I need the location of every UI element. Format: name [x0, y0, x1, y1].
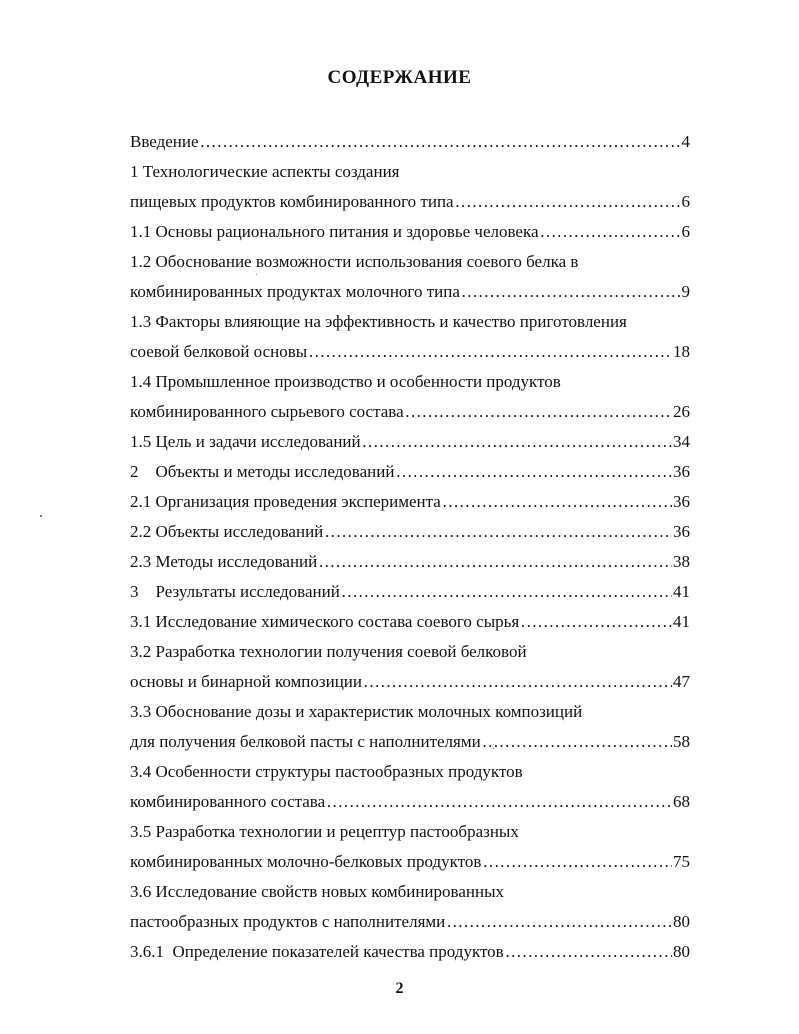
toc-entry-text: 1.1 Основы рационального питания и здоровье человека: [130, 222, 539, 241]
toc-entry-page: 41: [673, 582, 690, 601]
toc-entry: [130, 487, 690, 517]
scan-speck: [493, 748, 494, 749]
toc-leader-dots: [461, 277, 681, 307]
toc-entry-text: для получения белковой пасты с наполнителями: [130, 732, 481, 751]
toc-entry: [130, 607, 690, 637]
toc-entry: [130, 757, 690, 787]
toc-entry: [130, 847, 690, 877]
toc-entry-page: 6: [681, 192, 690, 211]
toc-entry-text: комбинированных молочно-белковых продуктов: [130, 852, 482, 871]
toc-entry: [130, 697, 690, 727]
toc-entry: [130, 547, 690, 577]
toc-entry: [130, 457, 690, 487]
toc-leader-dots: [442, 487, 672, 517]
toc-entry-page: 68: [673, 792, 690, 811]
toc-leader-dots: [326, 787, 672, 817]
toc-entry: [130, 577, 690, 607]
toc-leader-dots: [482, 727, 672, 757]
toc-entry-page: 36: [673, 492, 690, 511]
toc-entry-text: 3.6 Исследование свойств новых комбинированных: [130, 882, 504, 901]
toc-entry-page: 18: [673, 342, 690, 361]
toc-entry-page: 36: [673, 462, 690, 481]
toc-leader-dots: [405, 397, 672, 427]
toc-entry-page: 75: [673, 852, 690, 871]
toc-leader-dots: [362, 427, 672, 457]
toc-entry: [130, 187, 690, 217]
toc-entry-text: 2 Объекты и методы исследований: [130, 462, 395, 481]
toc-leader-dots: [446, 907, 672, 937]
toc-entry-text: 1.4 Промышленное производство и особенности продуктов: [130, 372, 561, 391]
toc-entry-page: 9: [681, 282, 690, 301]
toc-leader-dots: [318, 547, 672, 577]
toc-entry: [130, 877, 690, 907]
toc-entry-text: комбинированного состава: [130, 792, 326, 811]
toc-entry-page: 38: [673, 552, 690, 571]
toc-entry: [130, 667, 690, 697]
toc-leader-dots: [341, 577, 672, 607]
toc-leader-dots: [540, 217, 681, 247]
toc-entry-text: 3.6.1 Определение показателей качества продуктов: [130, 942, 504, 961]
toc-entry-text: 2.1 Организация проведения эксперимента: [130, 492, 441, 511]
toc-entry-text: 1.3 Факторы влияющие на эффективность и качество приготовления: [130, 312, 627, 331]
toc-leader-dots: [505, 937, 672, 967]
toc-entry: [130, 427, 690, 457]
toc-leader-dots: [200, 127, 681, 157]
table-of-contents: [130, 127, 690, 967]
toc-entry-text: Введение: [130, 132, 199, 151]
toc-entry-text: 3 Результаты исследований: [130, 582, 340, 601]
toc-leader-dots: [363, 667, 672, 697]
toc-entry: [130, 277, 690, 307]
page-title: СОДЕРЖАНИЕ: [327, 67, 472, 88]
toc-entry-text: 3.5 Разработка технологии и рецептур пастообразных: [130, 822, 519, 841]
scan-speck: [40, 515, 42, 517]
toc-entry-text: комбинированных продуктах молочного типа: [130, 282, 460, 301]
toc-entry-page: 58: [673, 732, 690, 751]
toc-entry: [130, 397, 690, 427]
toc-entry: [130, 127, 690, 157]
toc-entry: [130, 637, 690, 667]
toc-entry-page: 34: [673, 432, 690, 451]
toc-entry-text: 3.4 Особенности структуры пастообразных продуктов: [130, 762, 523, 781]
toc-entry-text: основы и бинарной композиции: [130, 672, 362, 691]
toc-entry: [130, 247, 690, 277]
toc-entry-text: 1.2 Обоснование возможности использования соевого белка в: [130, 252, 579, 271]
toc-entry-text: 1.5 Цель и задачи исследований: [130, 432, 361, 451]
toc-entry: [130, 787, 690, 817]
toc-leader-dots: [455, 187, 681, 217]
toc-entry-text: соевой белковой основы: [130, 342, 308, 361]
toc-entry: [130, 337, 690, 367]
toc-entry: [130, 937, 690, 967]
toc-entry-text: 3.1 Исследование химического состава соевого сырья: [130, 612, 520, 631]
toc-entry-text: 2.3 Методы исследований: [130, 552, 318, 571]
toc-entry: [130, 307, 690, 337]
toc-entry: [130, 727, 690, 757]
toc-entry: [130, 367, 690, 397]
toc-entry-text: 3.3 Обоснование дозы и характеристик молочных композиций: [130, 702, 583, 721]
toc-entry-page: 47: [673, 672, 690, 691]
toc-entry: [130, 157, 690, 187]
toc-leader-dots: [520, 607, 672, 637]
toc-entry: [130, 517, 690, 547]
toc-entry: [130, 817, 690, 847]
page-number: 2: [395, 980, 404, 997]
toc-entry-text: 2.2 Объекты исследований: [130, 522, 324, 541]
toc-entry-page: 41: [673, 612, 690, 631]
toc-entry: [130, 907, 690, 937]
toc-entry: [130, 217, 690, 247]
toc-leader-dots: [395, 457, 672, 487]
toc-entry-page: 80: [673, 942, 690, 961]
toc-entry-page: 4: [681, 132, 690, 151]
toc-entry-text: 1 Технологические аспекты создания: [130, 162, 400, 181]
toc-leader-dots: [324, 517, 672, 547]
toc-entry-page: 26: [673, 402, 690, 421]
toc-entry-text: пищевых продуктов комбинированного типа: [130, 192, 454, 211]
toc-leader-dots: [308, 337, 672, 367]
toc-entry-page: 80: [673, 912, 690, 931]
toc-entry-page: 6: [681, 222, 690, 241]
toc-entry-text: пастообразных продуктов с наполнителями: [130, 912, 446, 931]
toc-entry-text: 3.2 Разработка технологии получения соевой белковой: [130, 642, 527, 661]
scan-speck: [256, 274, 257, 275]
toc-entry-text: комбинированного сырьевого состава: [130, 402, 404, 421]
toc-entry-page: 36: [673, 522, 690, 541]
toc-leader-dots: [482, 847, 672, 877]
